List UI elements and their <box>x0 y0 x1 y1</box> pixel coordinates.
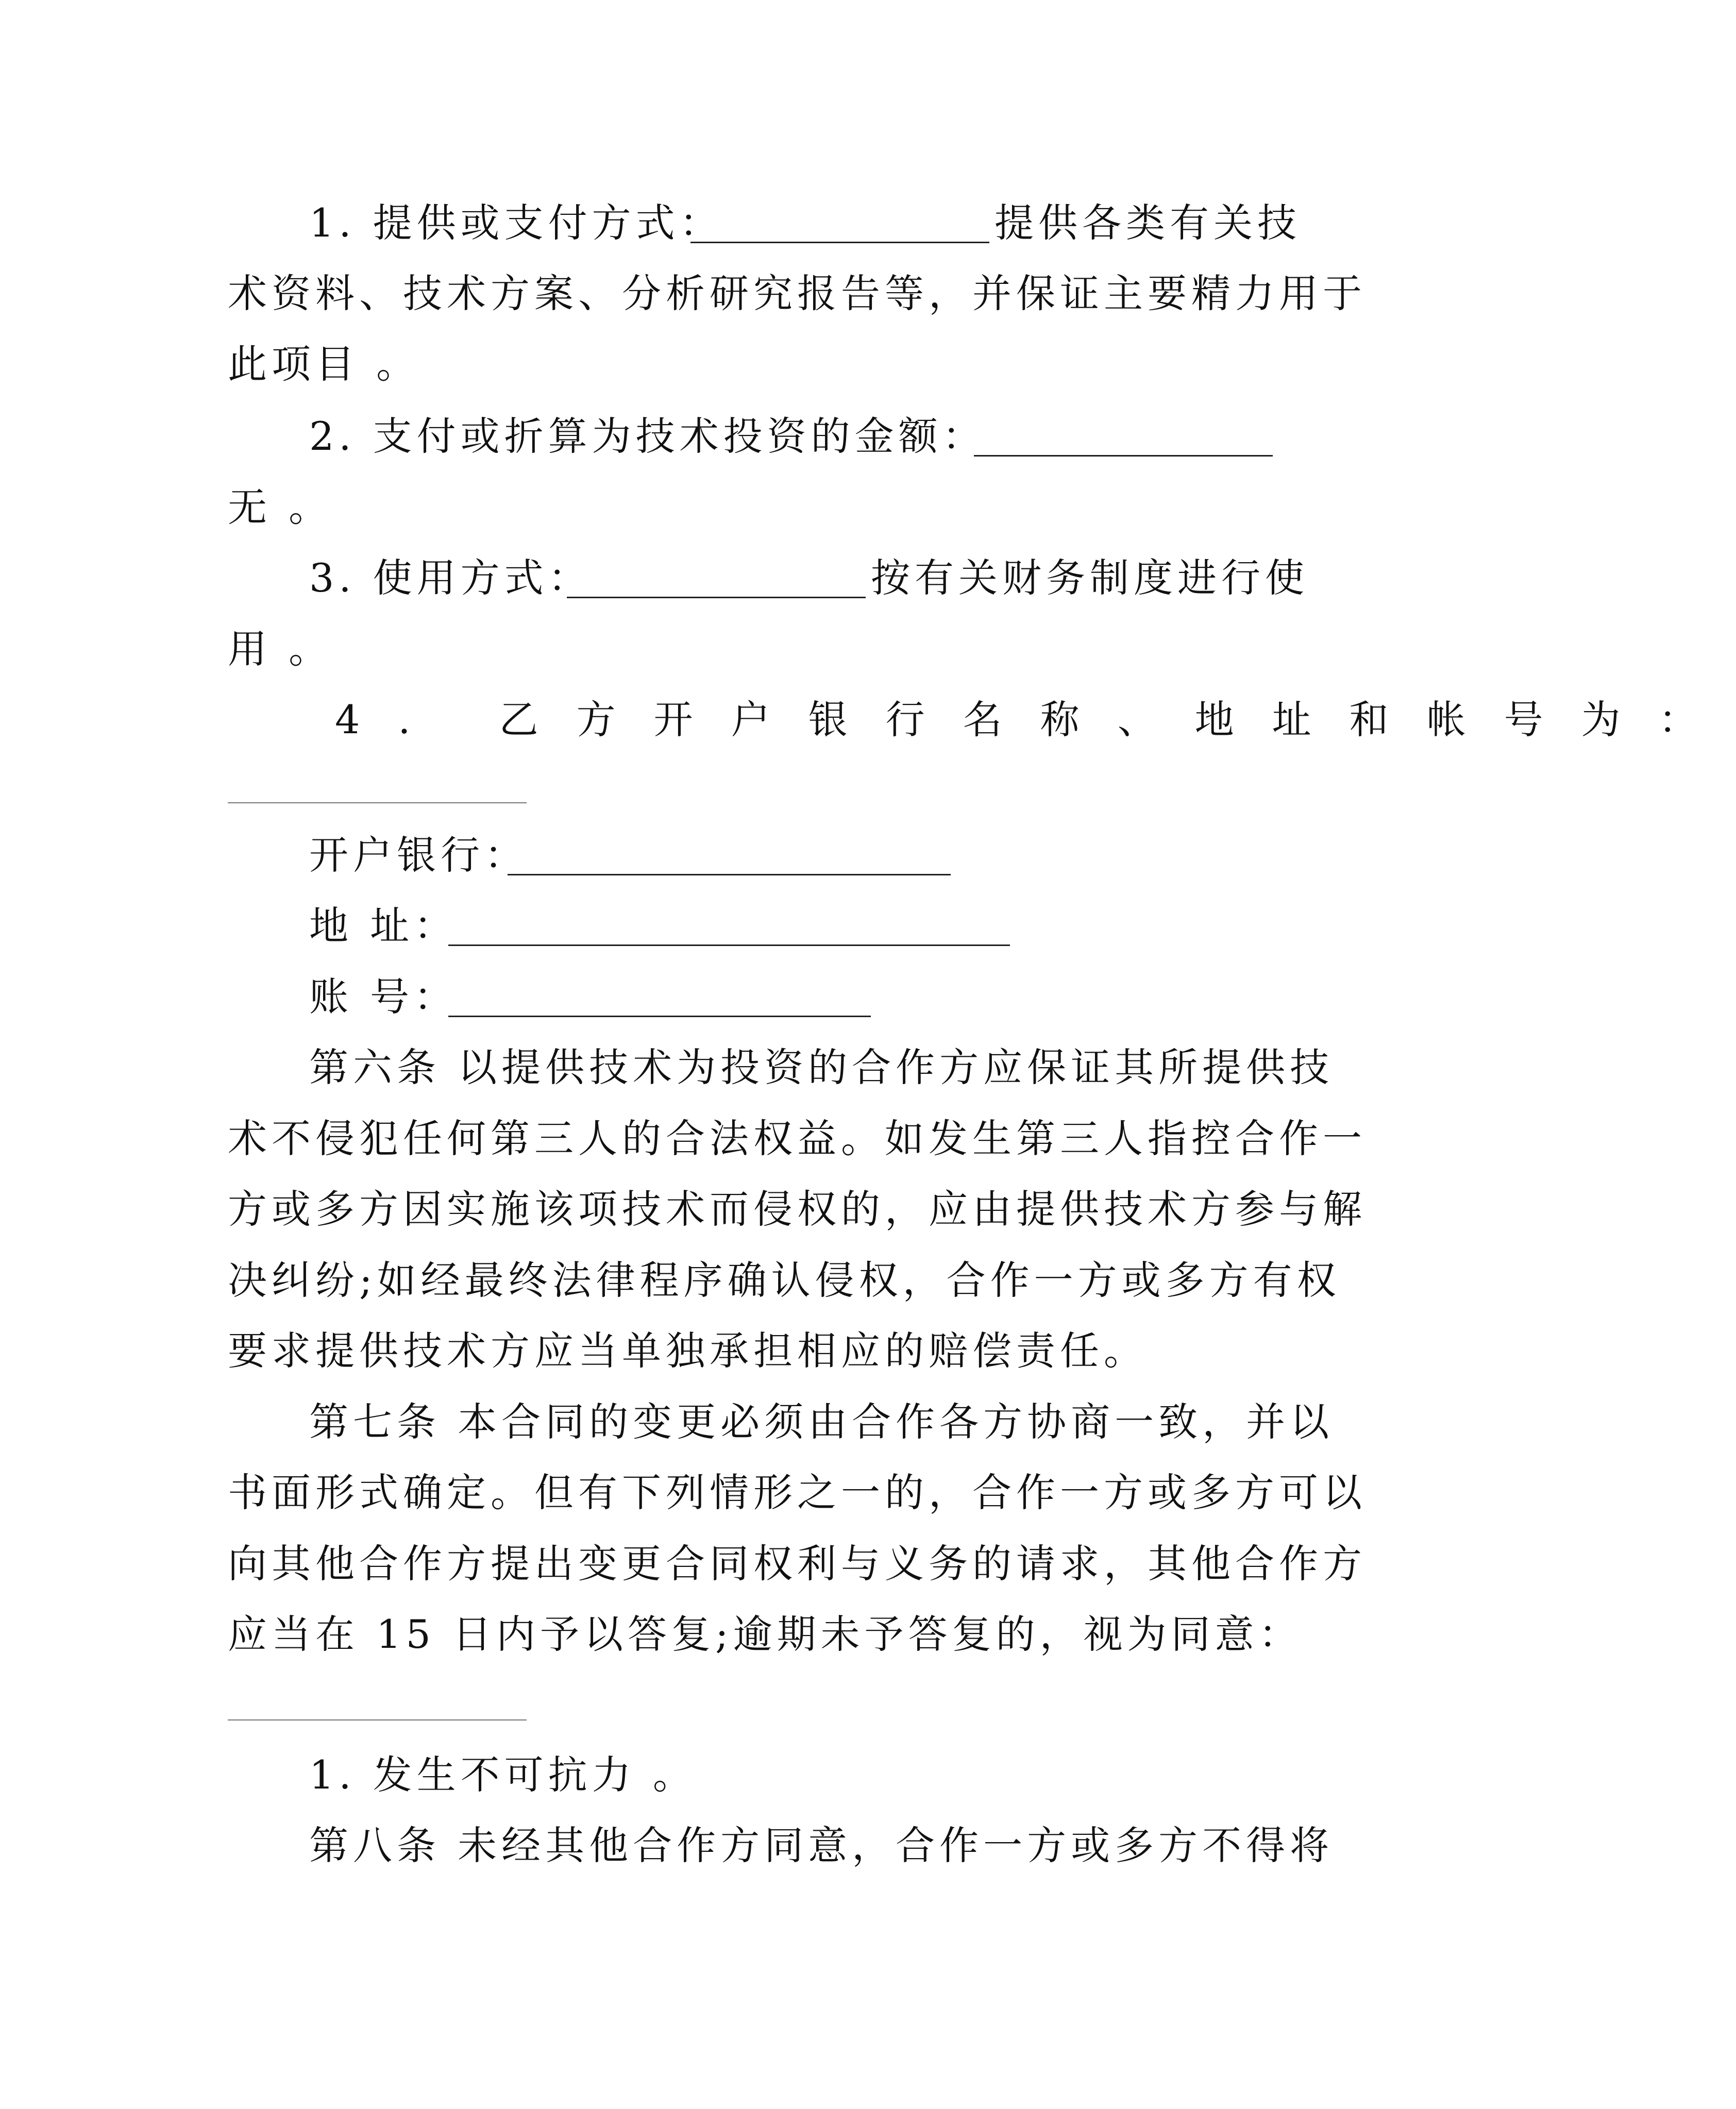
body-text: 用 。 <box>228 626 333 672</box>
payment-method-text: 提供各类有关技 <box>995 200 1301 246</box>
article-6-line <box>0 1037 1491 1099</box>
body-text: 方或多方因实施该项技术而侵权的，应由提供技术方参与解 <box>228 1186 1367 1232</box>
article-6-text: 第六条 以提供技术为投资的合作方应保证其所提供技 <box>309 1044 1334 1090</box>
clause-4-line <box>0 689 1736 751</box>
clause-2-line <box>0 406 1491 467</box>
body-line <box>0 1320 1491 1382</box>
body-line <box>0 1462 1491 1524</box>
body-line <box>0 1250 1491 1311</box>
body-text: 此项目 。 <box>228 341 420 387</box>
body-text: 术资料、技术方案、分析研究报告等，并保证主要精力用于 <box>228 271 1367 316</box>
body-text: 书面形式确定。但有下列情形之一的，合作一方或多方可以 <box>228 1470 1367 1515</box>
body-line <box>0 333 1491 395</box>
article-7-line <box>0 1391 1491 1453</box>
bank-name-label: 开户银行： <box>309 832 528 878</box>
body-line <box>0 1604 1491 1665</box>
body-line <box>0 477 1491 538</box>
body-line <box>0 1533 1491 1595</box>
body-line <box>0 1108 1491 1170</box>
fill-in-rule <box>228 802 527 803</box>
body-text: 要求提供技术方应当单独承担相应的赔偿责任。 <box>228 1328 1148 1374</box>
bank-address-blank <box>448 944 1010 946</box>
bank-address-label: 地 址： <box>309 903 458 949</box>
account-number-line <box>0 966 1491 1028</box>
clause-1-line <box>0 192 1491 254</box>
body-text: 应当在 15 日内予以答复;逾期未予答复的，视为同意： <box>228 1611 1303 1657</box>
usage-method-text: 按有关财务制度进行使 <box>871 555 1309 601</box>
body-text: 无 。 <box>228 484 333 530</box>
usage-method-blank <box>567 597 866 598</box>
account-number-label: 账 号： <box>309 974 458 1020</box>
bank-name-line <box>0 824 1491 886</box>
investment-amount-blank <box>974 455 1273 457</box>
bank-name-blank <box>508 874 951 875</box>
fill-in-rule <box>228 1719 527 1720</box>
force-majeure-line <box>0 1744 1491 1806</box>
body-line <box>0 618 1491 680</box>
clause-3-line <box>0 547 1491 609</box>
payment-method-label: 1. 提供或支付方式： <box>309 200 723 246</box>
body-line <box>0 263 1491 325</box>
force-majeure-text: 1. 发生不可抗力 。 <box>309 1752 697 1798</box>
bank-info-heading: 4. 乙方开户银行名称、地址和帐号为： <box>335 697 1736 743</box>
body-text: 向其他合作方提出变更合同权利与义务的请求，其他合作方 <box>228 1541 1367 1587</box>
bank-address-line <box>0 895 1491 957</box>
usage-method-label: 3. 使用方式： <box>309 555 592 601</box>
body-text: 决纠纷;如经最终法律程序确认侵权，合作一方或多方有权 <box>228 1257 1341 1303</box>
article-8-line <box>0 1815 1491 1877</box>
body-text: 术不侵犯任何第三人的合法权益。如发生第三人指控合作一 <box>228 1116 1367 1161</box>
body-line <box>0 1178 1491 1240</box>
article-7-text: 第七条 本合同的变更必须由合作各方协商一致，并以 <box>309 1399 1334 1445</box>
article-8-text: 第八条 未经其他合作方同意，合作一方或多方不得将 <box>309 1823 1334 1868</box>
account-number-blank <box>448 1016 871 1017</box>
payment-method-blank <box>690 242 989 243</box>
investment-amount-label: 2. 支付或折算为技术投资的金额： <box>309 413 986 459</box>
